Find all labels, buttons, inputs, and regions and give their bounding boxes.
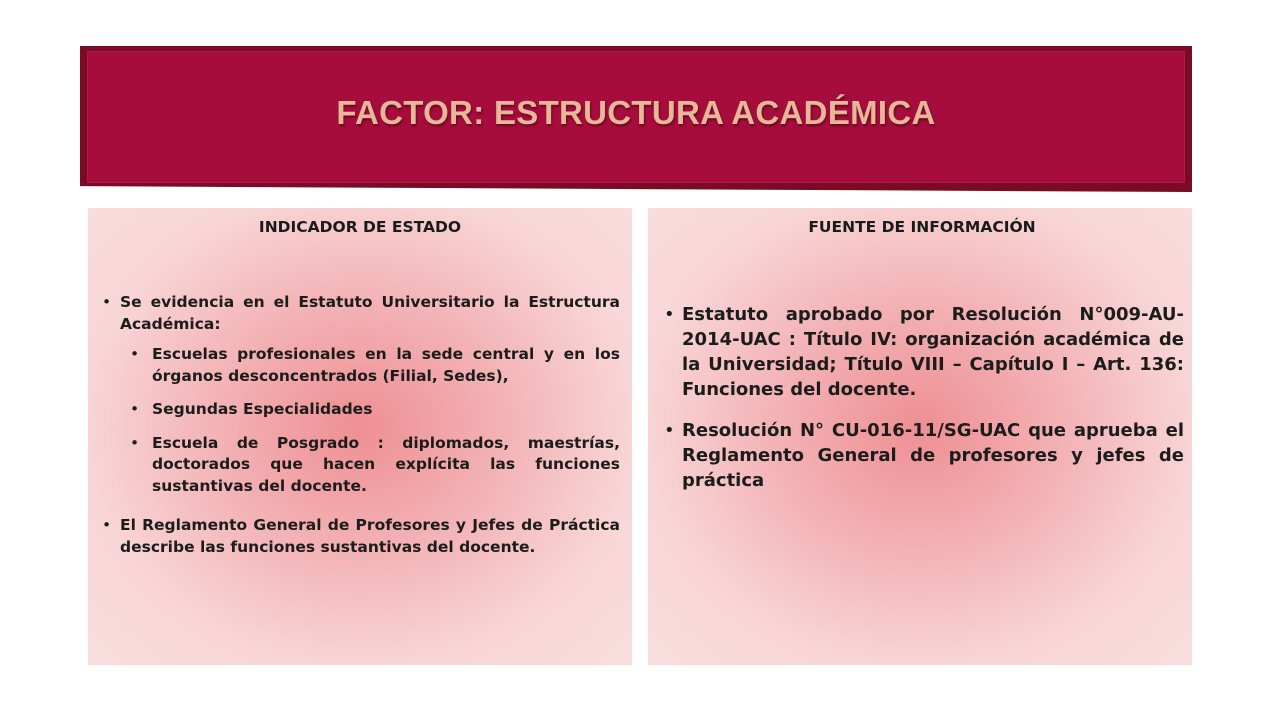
bullet-icon: • xyxy=(102,293,112,311)
sub-list-item xyxy=(120,399,620,421)
page-title: FACTOR: ESTRUCTURA ACADÉMICA xyxy=(336,94,936,131)
source-panel xyxy=(648,208,1192,665)
list-item xyxy=(660,418,1184,493)
sub-bullet-text: Escuelas profesionales en la sede central y en los órganos desconcentrados (Filial, Sedes), xyxy=(152,345,620,385)
list-item xyxy=(660,302,1184,402)
sub-bullet-text: Segundas Especialidades xyxy=(152,400,373,418)
source-heading: FUENTE DE INFORMACIÓN xyxy=(808,218,1036,236)
sub-list-item xyxy=(120,344,620,387)
indicator-bullet-text: El Reglamento General de Profesores y Jefes de Práctica describe las funciones sustantivas del docente. xyxy=(120,516,620,556)
indicator-heading: INDICADOR DE ESTADO xyxy=(258,218,462,236)
sub-list-item xyxy=(120,433,620,498)
bullet-icon: • xyxy=(102,516,112,534)
bullet-icon: • xyxy=(130,345,140,363)
source-bullet-text: Resolución N° CU-016-11/SG-UAC que aprueba el Reglamento General de profesores y jefes de práctica xyxy=(682,420,1184,491)
source-bullet-text: Estatuto aprobado por Resolución N°009-AU-2014-UAC : Título IV: organización académica de la Universidad; Título VIII – Capítulo I – Art. 136: Funciones del docente. xyxy=(682,304,1184,400)
indicator-panel xyxy=(88,208,632,665)
title-banner xyxy=(80,46,1192,192)
indicator-bullet-text: Se evidencia en el Estatuto Universitario la Estructura Académica: xyxy=(120,293,620,333)
bullet-icon: • xyxy=(664,304,675,325)
sub-bullet-text: Escuela de Posgrado : diplomados, maestrías, doctorados que hacen explícita las funciones sustantivas del docente. xyxy=(152,433,620,495)
indicator-sublist xyxy=(120,344,620,497)
bullet-icon: • xyxy=(130,400,140,418)
list-item xyxy=(100,292,620,497)
source-list xyxy=(660,302,1184,493)
bullet-icon: • xyxy=(664,420,675,441)
indicator-list xyxy=(100,292,620,558)
list-item xyxy=(100,515,620,558)
bullet-icon: • xyxy=(130,433,140,452)
